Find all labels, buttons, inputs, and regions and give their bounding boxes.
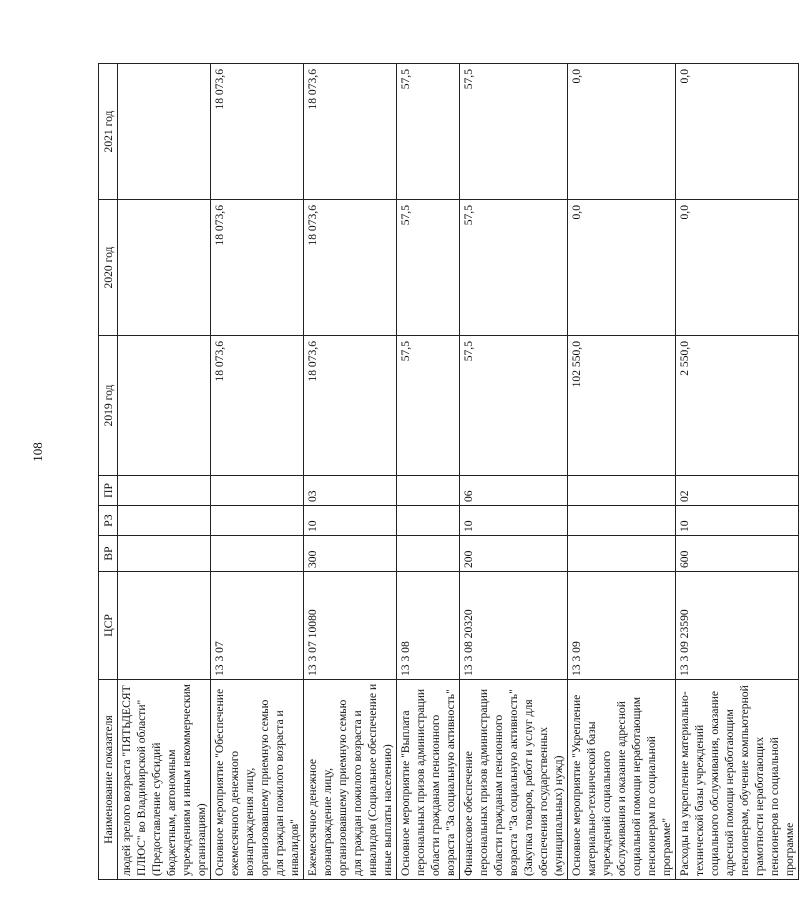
cell-name: Основное мероприятие "Обеспечение ежемесячного денежного вознаграждения лицу, организовавшему приемную семью для граждан пожилого возраста и инвалидов" xyxy=(211,680,304,880)
cell-vr xyxy=(211,536,304,572)
cell-pr: 03 xyxy=(304,476,397,506)
cell-rz: 10 xyxy=(304,506,397,536)
cell-2019 xyxy=(118,336,211,476)
cell-2019: 102 550,0 xyxy=(568,336,676,476)
cell-2019: 18 073,6 xyxy=(304,336,397,476)
cell-rz xyxy=(568,506,676,536)
cell-name: Основное мероприятие "Выплата персональных призов администрации области гражданам пенсионного возраста "За социальную активность" xyxy=(397,680,460,880)
cell-2019: 2 550,0 xyxy=(676,336,799,476)
header-2021: 2021 год xyxy=(99,64,118,200)
cell-csr: 13 3 08 20320 xyxy=(460,572,568,680)
cell-name: людей зрелого возраста "ПЯТЬДЕСЯТ ПЛЮС" во Владимирской области" (Предоставление субсидий бюджетным, автономным учреждениям и иным некоммерческим организациям) xyxy=(118,680,211,880)
cell-2019: 57,5 xyxy=(460,336,568,476)
table-row xyxy=(460,64,568,880)
cell-2019: 18 073,6 xyxy=(211,336,304,476)
cell-name: Расходы на укрепление материально-технической базы учреждений социального обслуживания, оказание адресной помощи неработающим пенсионерам, обучение компьютерной грамотности неработающих пенсионеров по социальной программе xyxy=(676,680,799,880)
table-row xyxy=(568,64,676,880)
cell-csr: 13 3 07 10080 xyxy=(304,572,397,680)
cell-2021: 0,0 xyxy=(568,64,676,200)
cell-2019: 57,5 xyxy=(397,336,460,476)
header-2019: 2019 год xyxy=(99,336,118,476)
cell-2020 xyxy=(118,200,211,336)
cell-vr: 600 xyxy=(676,536,799,572)
cell-2020: 18 073,6 xyxy=(304,200,397,336)
cell-pr xyxy=(397,476,460,506)
rotated-table-wrapper xyxy=(98,64,796,880)
cell-2021: 57,5 xyxy=(460,64,568,200)
cell-rz xyxy=(211,506,304,536)
cell-csr: 13 3 09 23590 xyxy=(676,572,799,680)
cell-rz: 10 xyxy=(460,506,568,536)
cell-csr: 13 3 08 xyxy=(397,572,460,680)
cell-name: Ежемесячное денежное вознаграждение лицу, организовавшему приемную семью для граждан пожилого возраста и инвалидов (Социальное обеспечение и иные выплаты населению) xyxy=(304,680,397,880)
cell-vr: 300 xyxy=(304,536,397,572)
header-rz: РЗ xyxy=(99,506,118,536)
cell-2021: 57,5 xyxy=(397,64,460,200)
table-row xyxy=(304,64,397,880)
cell-2021: 0,0 xyxy=(676,64,799,200)
cell-name: Основное мероприятие "Укрепление материально-технической базы учреждений социального обслуживания и оказание адресной социальной помощи неработающим пенсионерам по социальной программе" xyxy=(568,680,676,880)
cell-pr xyxy=(568,476,676,506)
cell-vr: 200 xyxy=(460,536,568,572)
header-name: Наименование показателя xyxy=(99,680,118,880)
table-row xyxy=(397,64,460,880)
cell-2021 xyxy=(118,64,211,200)
cell-csr xyxy=(118,572,211,680)
table-header-row xyxy=(99,64,118,880)
table-row xyxy=(211,64,304,880)
cell-2021: 18 073,6 xyxy=(211,64,304,200)
cell-2020: 18 073,6 xyxy=(211,200,304,336)
cell-rz: 10 xyxy=(676,506,799,536)
cell-2020: 57,5 xyxy=(460,200,568,336)
cell-pr: 02 xyxy=(676,476,799,506)
cell-csr: 13 3 09 xyxy=(568,572,676,680)
budget-table xyxy=(98,63,799,880)
cell-vr xyxy=(568,536,676,572)
cell-2021: 18 073,6 xyxy=(304,64,397,200)
cell-vr xyxy=(397,536,460,572)
cell-rz xyxy=(397,506,460,536)
page-number: 108 xyxy=(30,442,45,462)
cell-2020: 57,5 xyxy=(397,200,460,336)
cell-2020: 0,0 xyxy=(676,200,799,336)
cell-pr xyxy=(211,476,304,506)
cell-pr xyxy=(118,476,211,506)
table-row xyxy=(676,64,799,880)
cell-rz xyxy=(118,506,211,536)
cell-csr: 13 3 07 xyxy=(211,572,304,680)
cell-2020: 0,0 xyxy=(568,200,676,336)
cell-name: Финансовое обеспечение персональных призов администрации области гражданам пенсионного возраста "За социальную активность" (Закупка товаров, работ и услуг для обеспечения государственных (муниципальных) нужд) xyxy=(460,680,568,880)
table-row xyxy=(118,64,211,880)
cell-vr xyxy=(118,536,211,572)
cell-pr: 06 xyxy=(460,476,568,506)
header-csr: ЦСР xyxy=(99,572,118,680)
header-pr: ПР xyxy=(99,476,118,506)
header-2020: 2020 год xyxy=(99,200,118,336)
header-vr: ВР xyxy=(99,536,118,572)
